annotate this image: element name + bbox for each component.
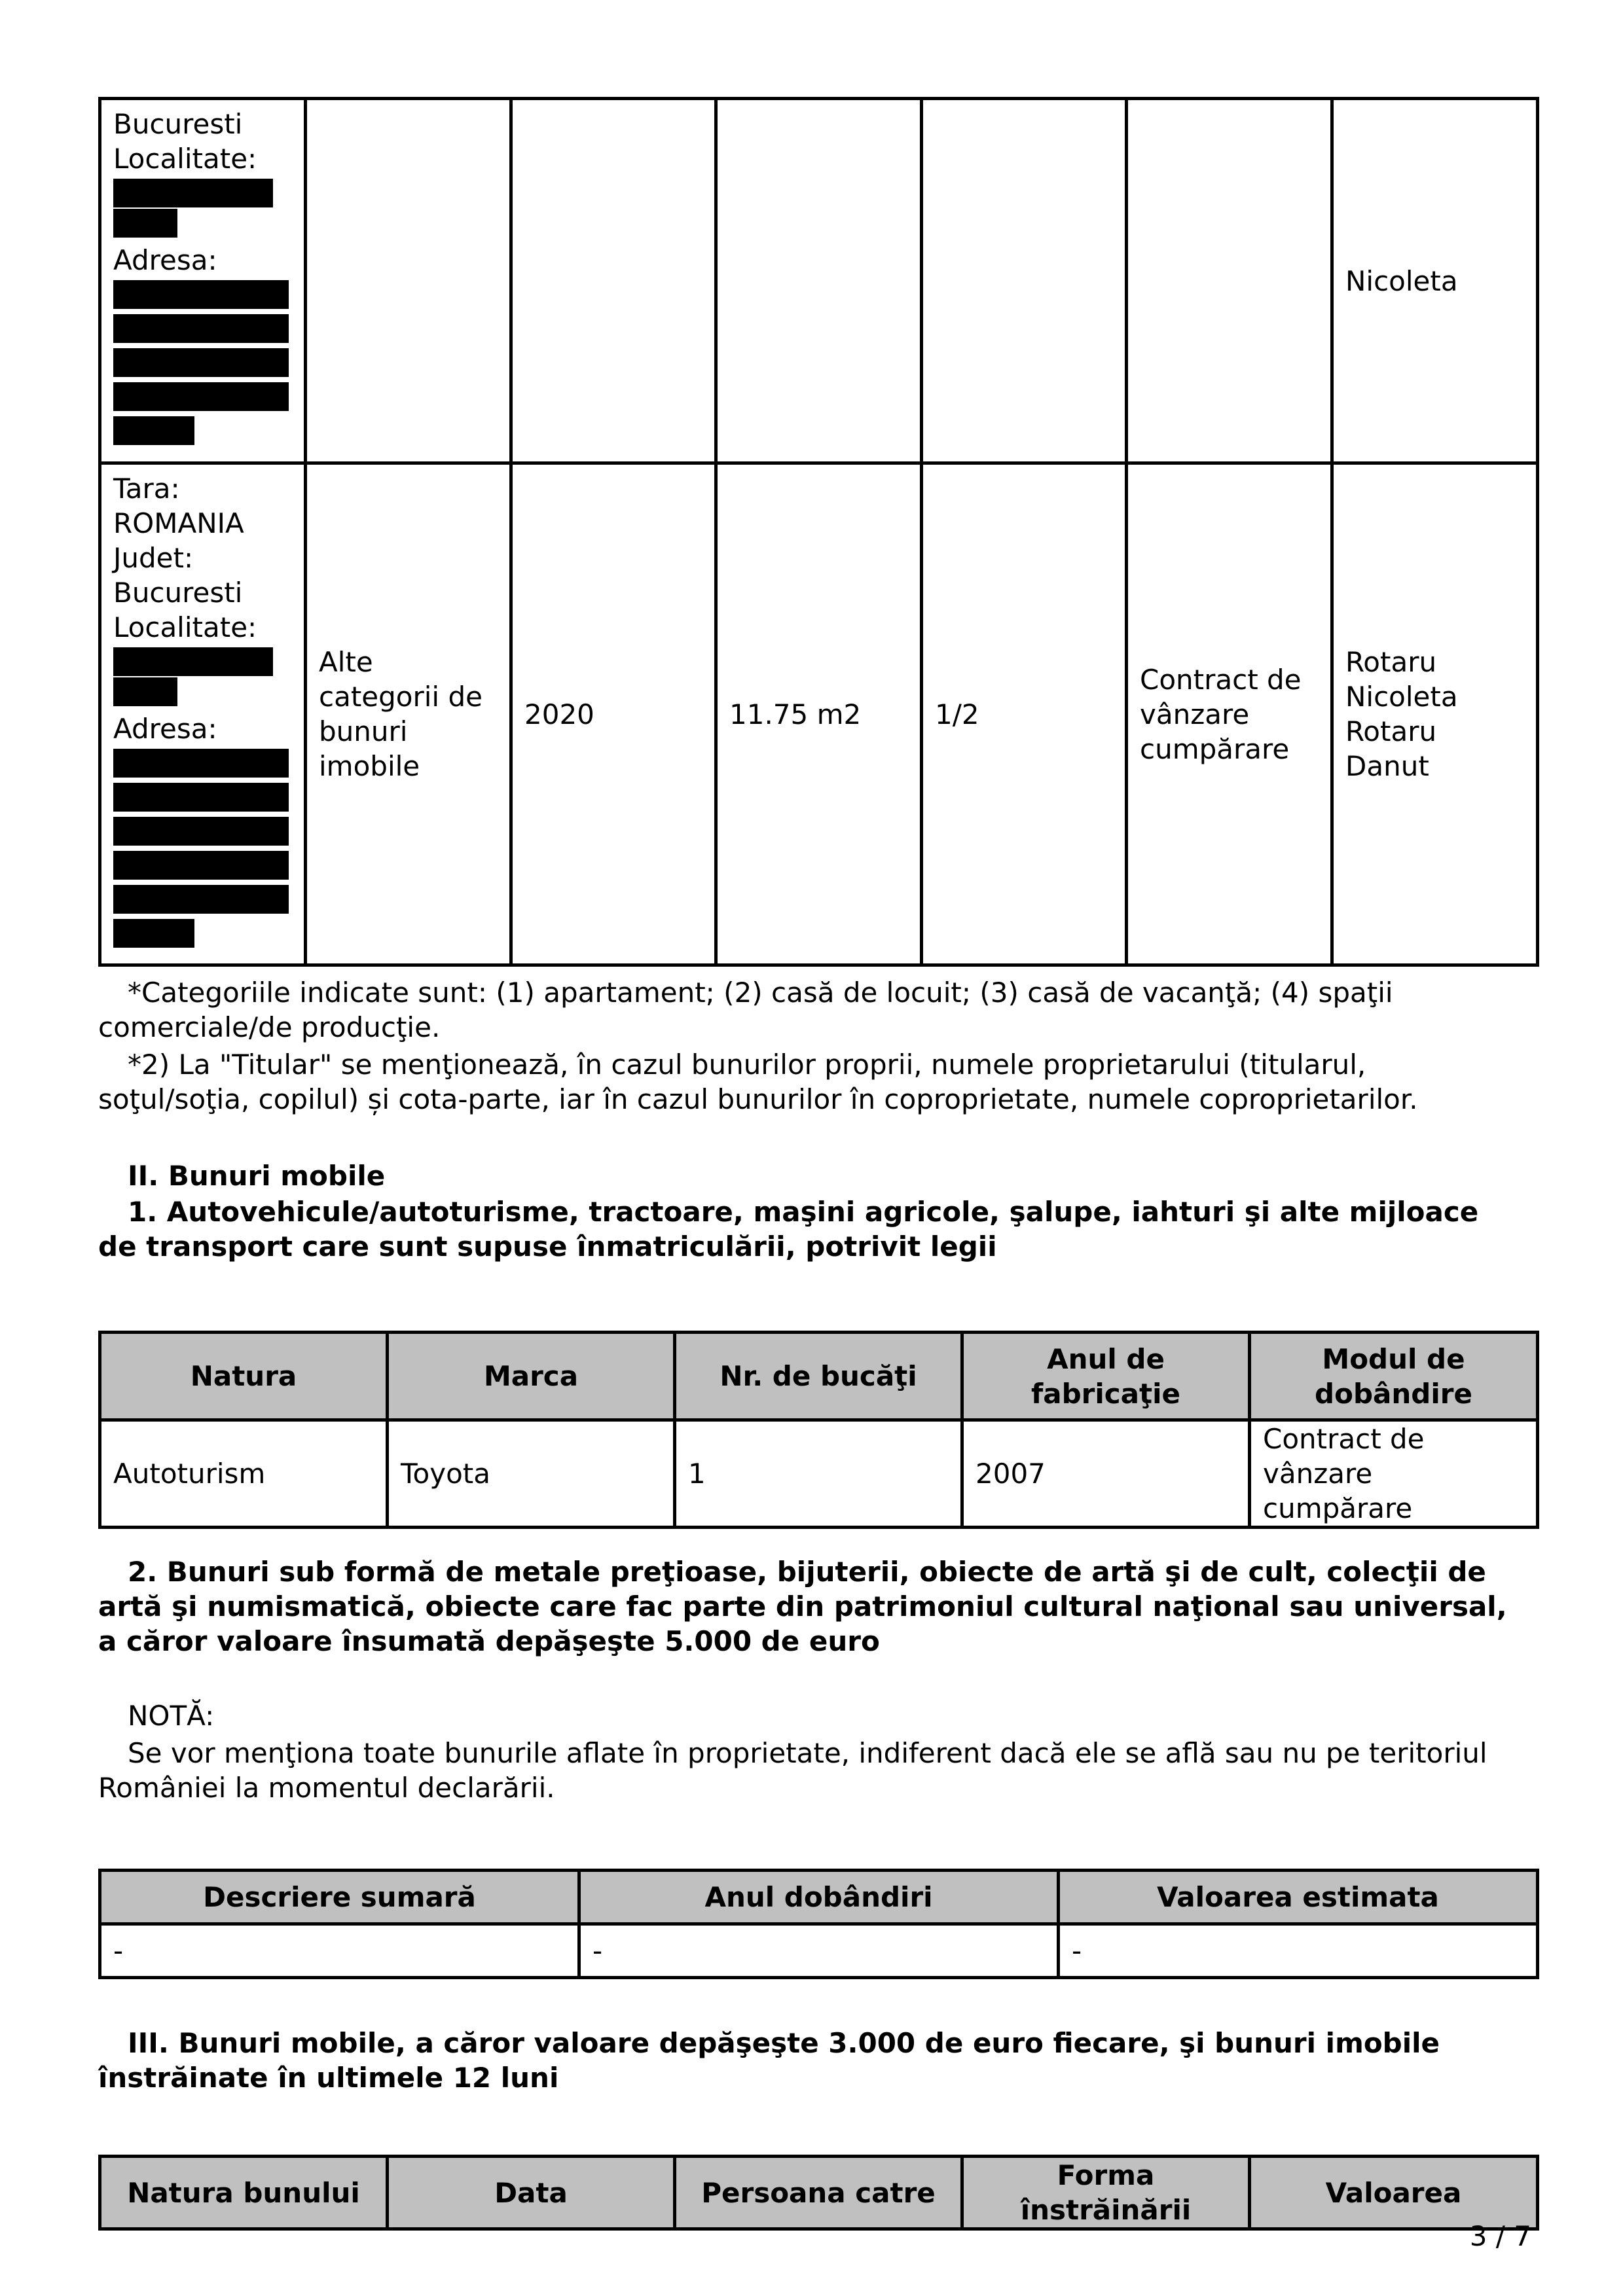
redaction-block bbox=[113, 647, 273, 676]
location-cell bbox=[100, 99, 306, 463]
column-header: Natura bbox=[100, 1333, 388, 1420]
area-cell bbox=[716, 99, 922, 463]
column-header: Modul de dobândire bbox=[1250, 1333, 1538, 1420]
property-row bbox=[100, 463, 1538, 965]
location-line: Tara: bbox=[113, 473, 180, 505]
page-number: 3 / 7 bbox=[1469, 2220, 1531, 2252]
redaction-block bbox=[113, 179, 273, 207]
category-cell: Alte categorii de bunuri imobile bbox=[306, 463, 511, 965]
redaction-block bbox=[113, 348, 289, 377]
table-row bbox=[100, 1420, 1538, 1528]
table-header-row bbox=[100, 2157, 1538, 2229]
redaction-block bbox=[113, 382, 289, 411]
location-line: Localitate: bbox=[113, 611, 257, 643]
property-table bbox=[98, 97, 1539, 967]
redaction-block bbox=[113, 919, 194, 948]
redaction-block bbox=[113, 851, 289, 880]
table-cell: - bbox=[579, 1924, 1059, 1978]
nota-text: Se vor menţiona toate bunurile aflate în proprietate, indiferent dacă ele se află sau nu pe teritoriul României la momentul declarării. bbox=[98, 1737, 1487, 1804]
year-cell: 2020 bbox=[511, 463, 716, 965]
column-header: Natura bunului bbox=[100, 2157, 388, 2229]
titular-cell: Rotaru Nicoleta Rotaru Danut bbox=[1332, 463, 1538, 965]
column-header: Anul de fabricaţie bbox=[962, 1333, 1250, 1420]
table-cell: Contract de vânzare cumpărare bbox=[1250, 1420, 1538, 1528]
table-cell: Autoturism bbox=[100, 1420, 388, 1528]
table-cell: - bbox=[1059, 1924, 1538, 1978]
location-line: ROMANIA bbox=[113, 507, 244, 539]
subsection-title-valuables: 2. Bunuri sub formă de metale preţioase, bijuterii, obiecte de artă şi de cult, colecţii de artă şi numismatică, obiecte care fac parte din patrimoniul cultural naţional sau universal, a căror valoare însumată depăşeşte 5.000 de euro bbox=[98, 1556, 1507, 1657]
share-cell: 1/2 bbox=[922, 463, 1127, 965]
location-line: Judet: bbox=[113, 542, 194, 574]
redaction-block bbox=[113, 783, 289, 812]
table-header-row bbox=[100, 1871, 1538, 1924]
column-header: Anul dobândiri bbox=[579, 1871, 1059, 1924]
location-line: Bucuresti bbox=[113, 108, 243, 140]
redaction-block bbox=[113, 280, 289, 309]
table-cell: Toyota bbox=[388, 1420, 675, 1528]
table-cell: 2007 bbox=[962, 1420, 1250, 1528]
redaction-block bbox=[113, 749, 289, 778]
titular-cell bbox=[1332, 99, 1538, 463]
note-titular: *2) La "Titular" se menţionează, în cazul bunurilor proprii, numele proprietarului (titularul, soţul/soţia, copilul) și cota-parte, iar în cazul bunurilor în coproprietate, numele coproprietarilor. bbox=[98, 1049, 1418, 1115]
note-categories: *Categoriile indicate sunt: (1) apartament; (2) casă de locuit; (3) casă de vacanţă; (4) spaţii comerciale/de producţie. bbox=[98, 977, 1393, 1043]
redaction-block bbox=[113, 885, 289, 914]
column-header: Valoarea estimata bbox=[1059, 1871, 1538, 1924]
column-header: Persoana catre bbox=[675, 2157, 962, 2229]
column-header: Data bbox=[388, 2157, 675, 2229]
column-header: Forma înstrăinării bbox=[962, 2157, 1250, 2229]
acquisition-mode-cell: Contract de vânzare cumpărare bbox=[1127, 463, 1332, 965]
redaction-block bbox=[113, 817, 289, 846]
alienated-table bbox=[98, 2155, 1539, 2231]
redaction-block bbox=[113, 677, 177, 706]
address-label: Adresa: bbox=[113, 713, 217, 745]
category-cell bbox=[306, 99, 511, 463]
location-line: Bucuresti bbox=[113, 577, 243, 609]
titular-text: Nicoleta bbox=[1345, 264, 1458, 297]
redaction-block bbox=[113, 314, 289, 343]
table-cell: - bbox=[100, 1924, 579, 1978]
valuables-table bbox=[98, 1869, 1539, 1979]
share-cell bbox=[922, 99, 1127, 463]
table-row bbox=[100, 1924, 1538, 1978]
location-line: Localitate: bbox=[113, 143, 257, 175]
section-title-alienated: III. Bunuri mobile, a căror valoare depăşeşte 3.000 de euro fiecare, şi bunuri imobile înstrăinate în ultimele 12 luni bbox=[98, 2027, 1440, 2094]
nota-label: NOTĂ: bbox=[128, 1700, 215, 1732]
redaction-block bbox=[113, 416, 194, 445]
address-label: Adresa: bbox=[113, 244, 217, 276]
column-header: Marca bbox=[388, 1333, 675, 1420]
redaction-block bbox=[113, 209, 177, 238]
vehicles-table bbox=[98, 1331, 1539, 1529]
location-cell bbox=[100, 463, 306, 965]
subsection-title-vehicles: 1. Autovehicule/autoturisme, tractoare, maşini agricole, şalupe, iahturi şi alte mijloace de transport care sunt supuse înmatriculării, potrivit legii bbox=[98, 1196, 1479, 1263]
column-header: Descriere sumară bbox=[100, 1871, 579, 1924]
table-header-row bbox=[100, 1333, 1538, 1420]
table-cell: 1 bbox=[675, 1420, 962, 1528]
section-title-bunuri-mobile: II. Bunuri mobile bbox=[128, 1160, 386, 1192]
property-row-continued bbox=[100, 99, 1538, 463]
area-cell: 11.75 m2 bbox=[716, 463, 922, 965]
column-header: Nr. de bucăţi bbox=[675, 1333, 962, 1420]
acquisition-mode-cell bbox=[1127, 99, 1332, 463]
year-cell bbox=[511, 99, 716, 463]
column-header: Valoarea bbox=[1250, 2157, 1538, 2229]
